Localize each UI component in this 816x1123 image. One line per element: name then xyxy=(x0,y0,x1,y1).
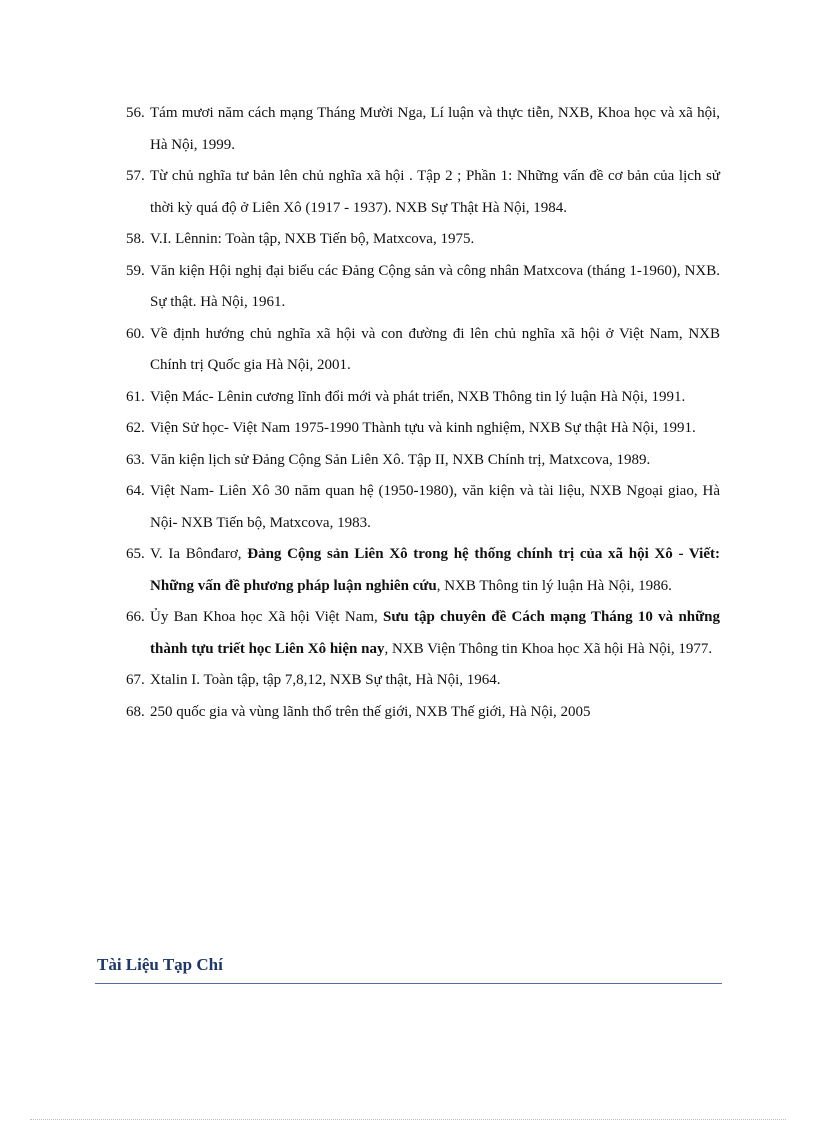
reference-text: , NXB Thông tin lý luận Hà Nội, 1986. xyxy=(436,577,672,594)
reference-item xyxy=(126,224,720,256)
reference-text: Văn kiện lịch sử Đảng Cộng Sản Liên Xô. Tập II, NXB Chính trị, Matxcova, 1989. xyxy=(150,451,651,468)
reference-text: Văn kiện Hội nghị đại biểu các Đảng Cộng sản và công nhân Matxcova (tháng 1-1960), NXB. Sự thật. Hà Nội, 1961. xyxy=(150,262,720,310)
reference-item xyxy=(126,98,720,161)
reference-text: Từ chủ nghĩa tư bản lên chủ nghĩa xã hội . Tập 2 ; Phần 1: Những vấn đề cơ bản của lịch sử thời kỳ quá độ ở Liên Xô (1917 - 1937). NXB Sự Thật Hà Nội, 1984. xyxy=(150,168,720,216)
reference-title: Đảng Cộng sản Liên Xô trong hệ thống chính trị của xã hội Xô - Viết: Những vấn đề phương pháp luận nghiên cứu xyxy=(150,546,720,594)
reference-number: 59. xyxy=(126,262,145,279)
reference-item xyxy=(126,665,720,697)
reference-text: Ủy Ban Khoa học Xã hội Việt Nam, xyxy=(150,609,384,625)
reference-number: 63. xyxy=(126,451,145,468)
reference-title: Sưu tập chuyên đề Cách mạng Tháng 10 và những thành tựu triết học Liên Xô hiện nay xyxy=(150,609,720,657)
reference-number: 65. xyxy=(126,546,145,562)
reference-item xyxy=(126,602,720,665)
reference-text: V. Ia Bônđarơ, xyxy=(150,546,248,562)
reference-number: 56. xyxy=(126,105,145,121)
reference-text: Tám mươi năm cách mạng Tháng Mười Nga, Lí luận và thực tiễn, NXB, Khoa học và xã hội, Hà Nội, 1999. xyxy=(150,105,720,153)
reference-text: Xtalin I. Toàn tập, tập 7,8,12, NXB Sự thật, Hà Nội, 1964. xyxy=(150,672,501,688)
reference-text: V.I. Lênnin: Toàn tập, NXB Tiến bộ, Matxcova, 1975. xyxy=(150,231,475,247)
reference-text: 250 quốc gia và vùng lãnh thổ trên thế giới, NXB Thế giới, Hà Nội, 2005 xyxy=(150,703,591,720)
reference-item xyxy=(126,413,720,445)
page-border xyxy=(30,1119,786,1120)
reference-number: 62. xyxy=(126,420,145,436)
reference-number: 68. xyxy=(126,703,145,720)
reference-text: Việt Nam- Liên Xô 30 năm quan hệ (1950-1980), văn kiện và tài liệu, NXB Ngoại giao, Hà Nội- NXB Tiến bộ, Matxcova, 1983. xyxy=(150,483,720,531)
reference-item xyxy=(126,445,720,477)
reference-item xyxy=(126,256,720,319)
reference-text: Viện Mác- Lênin cương lĩnh đổi mới và phát triển, NXB Thông tin lý luận Hà Nội, 1991. xyxy=(150,388,686,405)
reference-number: 57. xyxy=(126,168,145,184)
reference-list xyxy=(126,98,720,728)
heading-underline xyxy=(95,983,722,984)
reference-item xyxy=(126,161,720,224)
reference-number: 64. xyxy=(126,483,145,499)
reference-item xyxy=(126,382,720,414)
reference-item xyxy=(126,697,720,729)
reference-number: 61. xyxy=(126,388,145,405)
reference-number: 60. xyxy=(126,325,145,342)
reference-number: 66. xyxy=(126,609,145,625)
reference-number: 58. xyxy=(126,231,145,247)
section-heading: Tài Liệu Tạp Chí xyxy=(97,955,223,974)
reference-item xyxy=(126,476,720,539)
reference-item xyxy=(126,539,720,602)
reference-text: Viện Sử học- Việt Nam 1975-1990 Thành tựu và kinh nghiệm, NXB Sự thật Hà Nội, 1991. xyxy=(150,420,696,436)
reference-text: , NXB Viện Thông tin Khoa học Xã hội Hà Nội, 1977. xyxy=(384,640,713,657)
reference-item xyxy=(126,319,720,382)
reference-text: Về định hướng chủ nghĩa xã hội và con đường đi lên chủ nghĩa xã hội ở Việt Nam, NXB Chính trị Quốc gia Hà Nội, 2001. xyxy=(150,325,720,373)
reference-number: 67. xyxy=(126,672,145,688)
